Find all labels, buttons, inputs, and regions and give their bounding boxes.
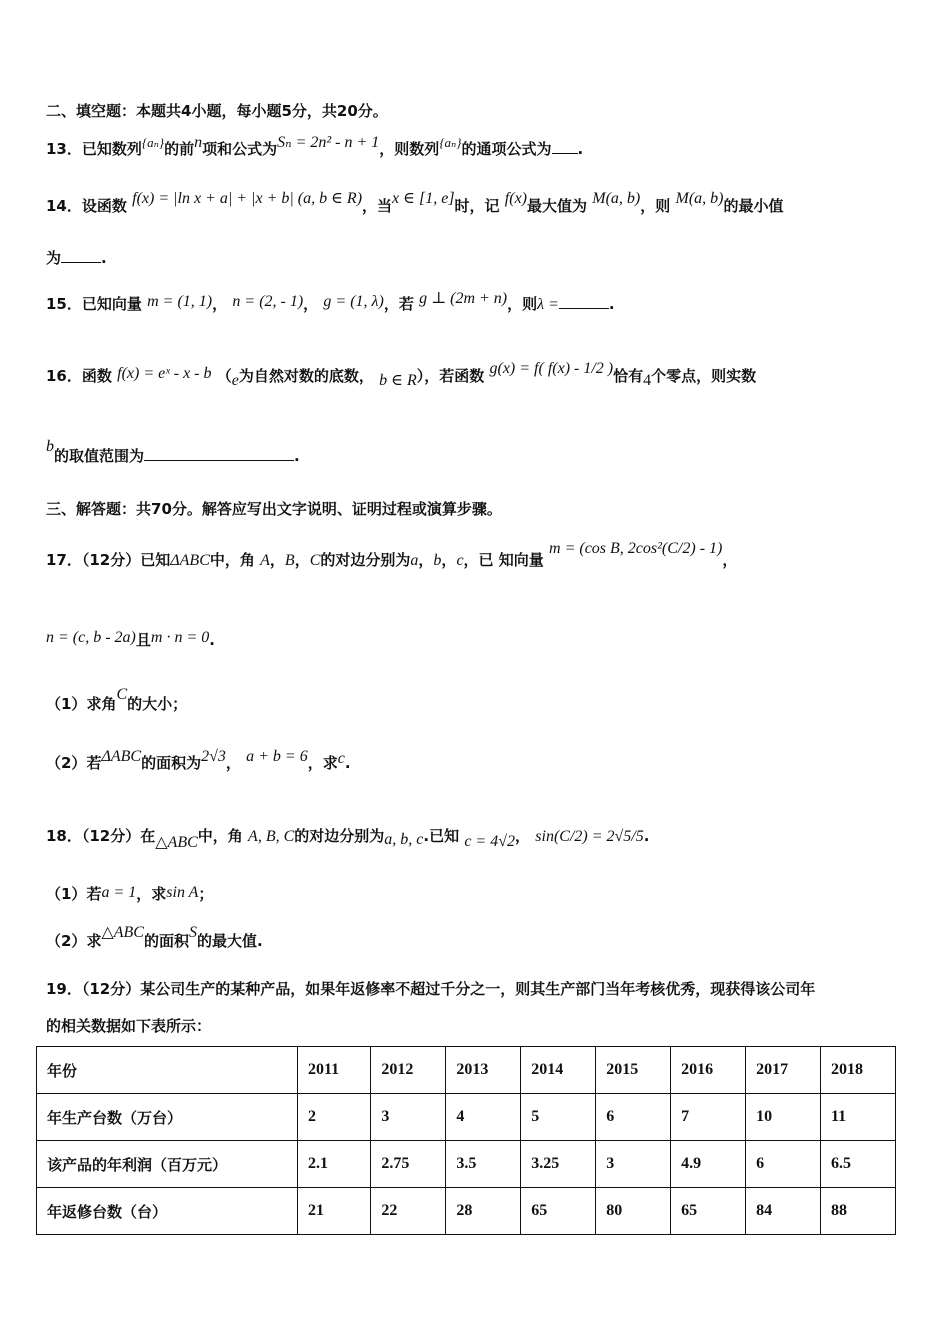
question-19-cont: 的相关数据如下表所示： [46, 1017, 212, 1035]
table-row [37, 1141, 896, 1188]
table-header-cell: 2018 [821, 1047, 896, 1094]
table-cell: 3 [596, 1141, 671, 1188]
question-number: 14． [46, 197, 82, 215]
question-15: 15．已知向量 m = (1, 1)， n = (2, - 1)， g = (1, λ)，若 g ⊥ (2m + n)，则λ = . [46, 290, 615, 313]
table-cell: 2.75 [371, 1141, 446, 1188]
table-cell: 4.9 [671, 1141, 746, 1188]
question-number: 16． [46, 367, 82, 385]
answer-blank [61, 248, 101, 263]
table-row [37, 1188, 896, 1235]
table-cell: 7 [671, 1094, 746, 1141]
answer-blank [552, 139, 578, 154]
answer-blank [559, 294, 609, 309]
table-cell: 88 [821, 1188, 896, 1235]
question-number: 13． [46, 140, 82, 158]
question-number: 18． [46, 827, 82, 845]
question-19: 19．（12分）某公司生产的某种产品，如果年返修率不超过千分之一，则其生产部门当年考核优秀，现获得该公司年 [46, 980, 816, 998]
table-cell: 21 [298, 1188, 371, 1235]
table-cell: 3.5 [446, 1141, 521, 1188]
table-cell: 2.1 [298, 1141, 371, 1188]
table-cell: 4 [446, 1094, 521, 1141]
question-16: 16．函数 f(x) = eˣ - x - b （e为自然对数的底数， b ∈ R），若函数 g(x) = f( f(x) - 1/2 )恰有4个零点，则实数 [46, 360, 757, 389]
question-18-part2: （2）求△ABC的面积S的最大值. [46, 924, 263, 950]
table-cell: 22 [371, 1188, 446, 1235]
table-cell: 年返修台数（台） [37, 1188, 298, 1235]
question-number: 15． [46, 295, 82, 313]
question-17-cont: n = (c, b - 2a)且m · n = 0. [46, 629, 215, 649]
table-cell: 2 [298, 1094, 371, 1141]
table-cell: 65 [671, 1188, 746, 1235]
section2-heading: 二、填空题：本题共4小题，每小题5分，共20分。 [46, 102, 388, 120]
question-17-part1: （1）求角C的大小； [46, 686, 188, 713]
table-cell: 6.5 [821, 1141, 896, 1188]
table-header-row [37, 1047, 896, 1094]
table-header-cell: 2017 [746, 1047, 821, 1094]
table-cell: 10 [746, 1094, 821, 1141]
table-cell: 84 [746, 1188, 821, 1235]
score-label: （12分） [81, 827, 141, 845]
question-18-part1: （1）若a = 1，求sin A； [46, 884, 214, 903]
table-cell: 6 [746, 1141, 821, 1188]
table-cell: 65 [521, 1188, 596, 1235]
question-number: 17． [46, 551, 82, 569]
table-cell: 5 [521, 1094, 596, 1141]
table-header-cell: 2013 [446, 1047, 521, 1094]
table-header-cell: 2014 [521, 1047, 596, 1094]
question-17-part2: （2）若ΔABC的面积为2√3， a + b = 6，求c. [46, 748, 351, 772]
table-cell: 11 [821, 1094, 896, 1141]
question-17: 17．（12分）已知ΔABC中，角 A，B，C的对边分别为a，b，c，已 知向量 m = (cos B, 2cos²(C/2) - 1)， [46, 540, 738, 569]
score-label: （12分） [81, 980, 141, 998]
table-cell: 3.25 [521, 1141, 596, 1188]
table-cell: 年生产台数（万台） [37, 1094, 298, 1141]
data-table [36, 1046, 896, 1235]
question-14: 14．设函数 f(x) = |ln x + a| + |x + b| (a, b ∈ R)，当x ∈ [1, e]时，记 f(x)最大值为 M(a, b)，则 M(a, b)的最小值 [46, 190, 784, 215]
table-cell: 该产品的年利润（百万元） [37, 1141, 298, 1188]
question-16-cont: b的取值范围为 . [46, 438, 300, 465]
table-cell: 3 [371, 1094, 446, 1141]
table-header-cell: 2012 [371, 1047, 446, 1094]
table-cell: 80 [596, 1188, 671, 1235]
question-13: 13．已知数列{aₙ}的前n项和公式为Sₙ = 2n² - n + 1，则数列{aₙ}的通项公式为 . [46, 134, 584, 158]
score-label: （12分） [81, 551, 141, 569]
table-cell: 6 [596, 1094, 671, 1141]
table-cell: 28 [446, 1188, 521, 1235]
question-14-cont: 为 . [46, 249, 107, 267]
section3-heading: 三、解答题：共70分。解答应写出文字说明、证明过程或演算步骤。 [46, 500, 502, 518]
question-18: 18．（12分）在△ABC中，角 A, B, C的对边分别为a, b, c.已知 c = 4√2， sin(C/2) = 2√5/5. [46, 827, 650, 851]
table-row [37, 1094, 896, 1141]
question-number: 19． [46, 980, 82, 998]
table-header-cell: 2016 [671, 1047, 746, 1094]
answer-blank [144, 446, 294, 461]
table-header-cell: 年份 [37, 1047, 298, 1094]
table-header-cell: 2015 [596, 1047, 671, 1094]
table-header-cell: 2011 [298, 1047, 371, 1094]
